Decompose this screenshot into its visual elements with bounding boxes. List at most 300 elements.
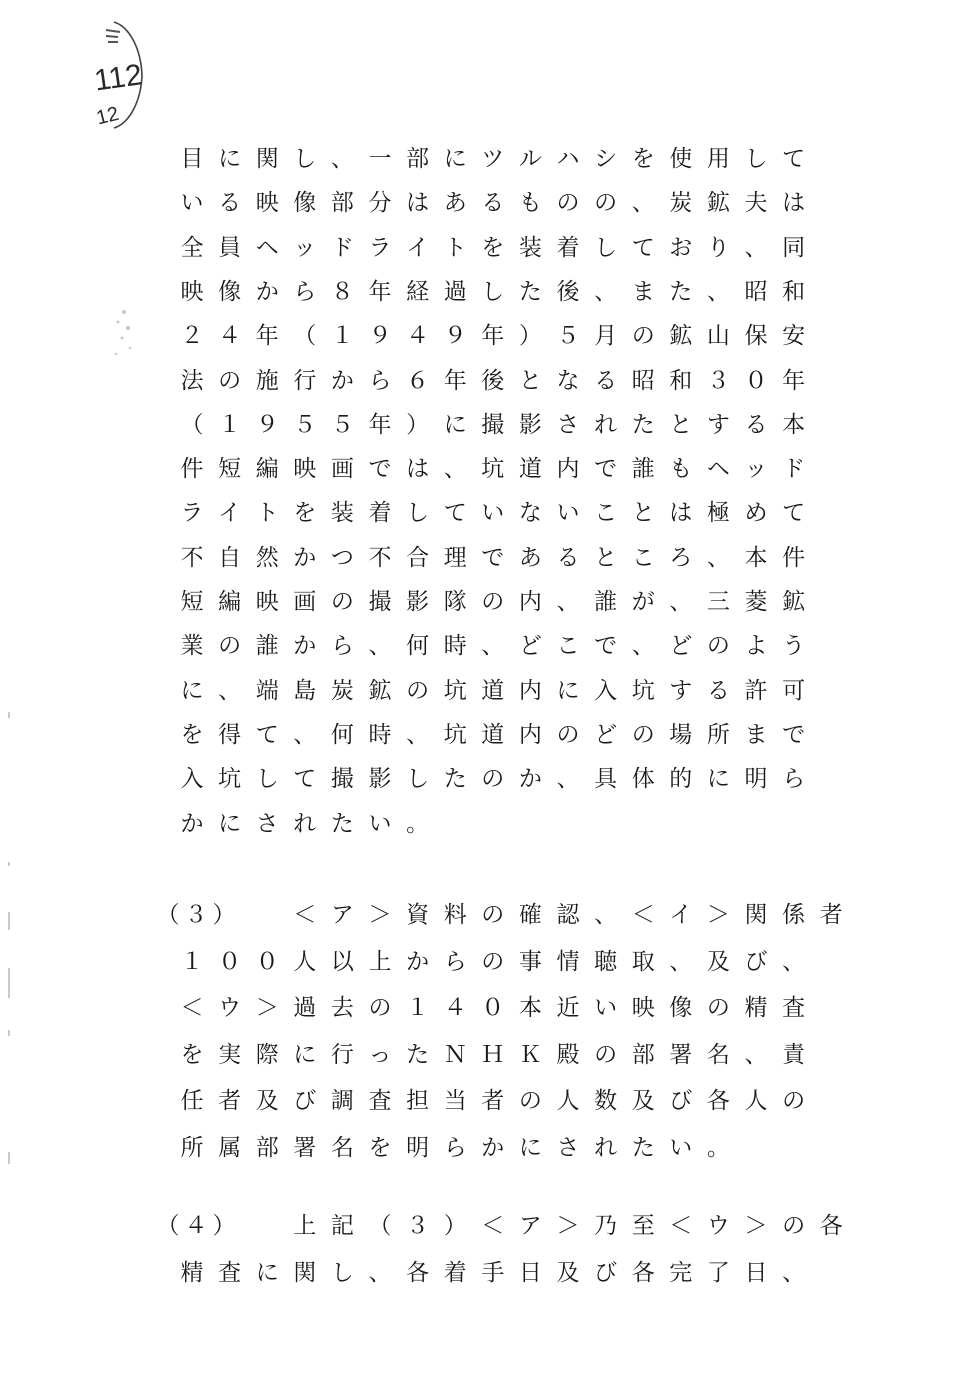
text-char: ９ xyxy=(443,323,467,350)
text-char: 及 xyxy=(255,1088,279,1114)
text-char: 及 xyxy=(631,1088,655,1114)
text-char: 当 xyxy=(443,1088,467,1114)
text-char: い xyxy=(669,1134,693,1161)
text-char: 道 xyxy=(481,677,505,704)
text-char: た xyxy=(631,1134,655,1161)
text-char: ど xyxy=(518,633,542,660)
text-char: 炭 xyxy=(330,677,354,704)
text-char: 、 xyxy=(744,1041,768,1068)
text-char: 影 xyxy=(518,411,542,438)
text-char: Ｎ xyxy=(443,1041,467,1068)
text-char: 安 xyxy=(782,323,806,350)
text-char: の xyxy=(706,995,730,1021)
text-char: に xyxy=(180,677,204,704)
text-char: ４ xyxy=(443,995,467,1021)
text-char: ６ xyxy=(406,367,430,394)
text-char: の xyxy=(706,633,730,660)
text-char: 島 xyxy=(293,677,317,704)
text-char: 坑 xyxy=(631,677,655,704)
text-char: 手 xyxy=(481,1259,505,1286)
text-char: 、 xyxy=(406,721,430,748)
text-char: に xyxy=(293,1041,317,1068)
text-char: 過 xyxy=(293,995,317,1021)
text-char: 実 xyxy=(218,1041,242,1068)
text-char: 及 xyxy=(556,1259,580,1286)
text-char: た xyxy=(518,278,542,305)
text-char: 分 xyxy=(368,190,392,217)
text-char: お xyxy=(669,234,693,261)
text-char: Ｈ xyxy=(481,1041,505,1068)
scan-edge-mark xyxy=(8,712,10,718)
text-char: 端 xyxy=(255,677,279,704)
text-char: 了 xyxy=(706,1259,730,1286)
text-char: 的 xyxy=(669,766,693,793)
text-char: 部 xyxy=(406,146,430,172)
text-char: び xyxy=(293,1088,317,1114)
scan-edge-mark xyxy=(8,1152,10,1164)
text-char: 三 xyxy=(706,589,730,615)
text-char: ら xyxy=(368,367,392,394)
text-char: 精 xyxy=(744,995,768,1021)
text-char: の xyxy=(406,677,430,704)
text-char: し xyxy=(255,766,279,793)
text-char: 不 xyxy=(368,544,392,571)
text-char: し xyxy=(406,500,430,527)
text-char: 取 xyxy=(631,948,655,975)
text-char: の xyxy=(481,948,505,975)
text-char: 年 xyxy=(368,278,392,305)
text-char: 法 xyxy=(180,367,204,394)
text-char: 各 xyxy=(706,1088,730,1114)
text-char: 年 xyxy=(481,323,505,350)
text-char: と xyxy=(669,411,693,438)
text-char: 、 xyxy=(594,278,618,305)
text-char: 年 xyxy=(368,411,392,438)
text-char: 数 xyxy=(594,1088,618,1114)
text-char: ど xyxy=(594,721,618,748)
text-char: 何 xyxy=(406,633,430,660)
text-char: 月 xyxy=(594,323,618,350)
text-char: で xyxy=(594,456,618,483)
text-char: の xyxy=(481,766,505,793)
text-char: 、 xyxy=(669,589,693,615)
text-char: 行 xyxy=(293,367,317,394)
text-char: 各 xyxy=(406,1259,430,1286)
text-char: ） xyxy=(406,411,430,438)
text-char: 坑 xyxy=(218,766,242,793)
text-char: １ xyxy=(218,411,242,438)
text-char: 本 xyxy=(782,411,806,438)
text-char: 坑 xyxy=(481,456,505,483)
text-char: 明 xyxy=(406,1134,430,1161)
text-char: ８ xyxy=(330,278,354,305)
text-char: を xyxy=(180,721,204,748)
text-char: の xyxy=(556,721,580,748)
text-char: 記 xyxy=(330,1213,354,1239)
text-char: さ xyxy=(556,411,580,438)
text-char: 誰 xyxy=(631,456,655,483)
text-char: 後 xyxy=(481,367,505,394)
text-char: る xyxy=(218,190,242,217)
text-char: （ xyxy=(368,1213,392,1239)
text-char: び xyxy=(669,1088,693,1114)
text-char: 装 xyxy=(518,234,542,261)
text-char: ２ xyxy=(180,323,204,350)
text-char: か xyxy=(518,766,542,793)
text-char: ハ xyxy=(556,146,580,172)
text-char: 体 xyxy=(631,766,655,793)
text-char: ら xyxy=(782,766,806,793)
text-char: 、 xyxy=(594,902,618,928)
text-char: び xyxy=(594,1259,618,1286)
text-char: る xyxy=(594,367,618,394)
text-char: 員 xyxy=(218,234,242,261)
text-char: 着 xyxy=(443,1259,467,1286)
text-char: 認 xyxy=(556,902,580,928)
text-char: た xyxy=(330,810,354,837)
text-char: る xyxy=(744,411,768,438)
text-char: ４ xyxy=(218,323,242,350)
text-char: 何 xyxy=(330,721,354,748)
text-char: い xyxy=(180,190,204,217)
text-char: 後 xyxy=(556,278,580,305)
text-char: 坑 xyxy=(443,677,467,704)
text-char: 自 xyxy=(218,544,242,571)
text-char: 装 xyxy=(330,500,354,527)
text-char: 所 xyxy=(180,1134,204,1161)
text-char: ＜ xyxy=(180,995,204,1021)
text-char: 短 xyxy=(218,456,242,483)
text-char: ま xyxy=(631,278,655,305)
text-char: 山 xyxy=(706,323,730,350)
text-char: 、 xyxy=(744,234,768,261)
text-char: イ xyxy=(218,500,242,527)
text-char: 部 xyxy=(330,190,354,217)
text-char: し xyxy=(406,766,430,793)
text-char: １ xyxy=(406,995,430,1021)
text-char: 係 xyxy=(782,902,806,928)
text-char: 菱 xyxy=(744,589,768,615)
text-char: ヘ xyxy=(255,234,279,261)
text-char: 業 xyxy=(180,633,204,660)
text-char: イ xyxy=(669,902,693,928)
text-char: あ xyxy=(518,544,542,571)
text-char: ３ xyxy=(706,367,730,394)
text-char: の xyxy=(330,589,354,615)
text-char: の xyxy=(594,190,618,217)
text-char: 鉱 xyxy=(669,323,693,350)
text-char: し xyxy=(481,278,505,305)
text-char: め xyxy=(744,500,768,527)
text-char: 査 xyxy=(368,1088,392,1114)
text-char: ト xyxy=(443,234,467,261)
text-char: ま xyxy=(744,721,768,748)
text-char: 映 xyxy=(255,190,279,217)
text-char: 画 xyxy=(330,456,354,483)
text-char: ） xyxy=(212,1213,236,1239)
text-char: ４ xyxy=(184,1213,208,1239)
text-char: し xyxy=(293,146,317,172)
text-char: は xyxy=(669,500,693,527)
text-char: 査 xyxy=(782,995,806,1021)
text-char: か xyxy=(293,633,317,660)
text-char: 日 xyxy=(518,1259,542,1286)
text-char: 撮 xyxy=(481,411,505,438)
text-char: 者 xyxy=(481,1088,505,1114)
text-char: 。 xyxy=(406,810,430,837)
text-char: 精 xyxy=(180,1259,204,1286)
text-char: ０ xyxy=(255,948,279,975)
text-char: よ xyxy=(744,633,768,660)
text-char: 、 xyxy=(443,456,467,483)
text-char: 隊 xyxy=(443,589,467,615)
text-char: さ xyxy=(556,1134,580,1161)
text-char: を xyxy=(293,500,317,527)
text-char: 所 xyxy=(706,721,730,748)
text-char: 全 xyxy=(180,234,204,261)
text-char: 過 xyxy=(443,278,467,305)
text-char: 本 xyxy=(518,995,542,1021)
text-char: し xyxy=(330,1259,354,1286)
scan-smudge xyxy=(104,292,144,364)
text-char: 映 xyxy=(255,589,279,615)
text-char: 責 xyxy=(782,1041,806,1068)
text-char: 。 xyxy=(706,1134,730,1161)
text-char: 、 xyxy=(706,278,730,305)
text-char: 夫 xyxy=(744,190,768,217)
text-char: 施 xyxy=(255,367,279,394)
text-char: か xyxy=(180,810,204,837)
text-char: で xyxy=(481,544,505,571)
text-char: い xyxy=(556,500,580,527)
text-char: ） xyxy=(443,1213,467,1239)
text-char: 影 xyxy=(368,766,392,793)
text-char: 、 xyxy=(631,633,655,660)
text-char: 一 xyxy=(368,146,392,172)
text-char: 可 xyxy=(782,677,806,704)
text-char: ５ xyxy=(330,411,354,438)
text-char: ト xyxy=(255,500,279,527)
text-char: 和 xyxy=(669,367,693,394)
scan-edge-mark xyxy=(8,968,10,998)
text-char: こ xyxy=(594,500,618,527)
text-char: ＞ xyxy=(255,995,279,1021)
text-char: 、 xyxy=(631,190,655,217)
text-char: こ xyxy=(631,544,655,571)
text-char: 時 xyxy=(443,633,467,660)
text-char: 映 xyxy=(293,456,317,483)
text-char: 至 xyxy=(631,1213,655,1239)
text-char: て xyxy=(293,766,317,793)
text-char: に xyxy=(518,1134,542,1161)
text-char: 完 xyxy=(669,1259,693,1286)
text-char: ＞ xyxy=(706,902,730,928)
text-char: か xyxy=(406,948,430,975)
text-char: 短 xyxy=(180,589,204,615)
text-char: 用 xyxy=(706,146,730,172)
text-char: 以 xyxy=(330,948,354,975)
text-char: の xyxy=(481,589,505,615)
text-char: れ xyxy=(594,1134,618,1161)
text-char: 関 xyxy=(744,902,768,928)
text-char: ９ xyxy=(255,411,279,438)
text-char: か xyxy=(293,544,317,571)
text-char: 近 xyxy=(556,995,580,1021)
text-char: 道 xyxy=(518,456,542,483)
text-char: に xyxy=(556,677,580,704)
text-char: 着 xyxy=(368,500,392,527)
text-char: と xyxy=(518,367,542,394)
text-char: 明 xyxy=(744,766,768,793)
text-char: ウ xyxy=(706,1213,730,1239)
text-char: 内 xyxy=(556,456,580,483)
text-char: 任 xyxy=(180,1088,204,1114)
text-char: の xyxy=(631,721,655,748)
text-char: に xyxy=(443,146,467,172)
text-char: ラ xyxy=(368,234,392,261)
text-char: 保 xyxy=(744,323,768,350)
text-char: た xyxy=(406,1041,430,1068)
stamp-number-bottom: 12 xyxy=(94,102,122,130)
text-char: 入 xyxy=(180,766,204,793)
text-char: 誰 xyxy=(594,589,618,615)
text-char: な xyxy=(518,500,542,527)
text-char: ０ xyxy=(218,948,242,975)
text-char: 料 xyxy=(443,902,467,928)
text-char: 乃 xyxy=(594,1213,618,1239)
text-char: 像 xyxy=(669,995,693,1021)
text-char: た xyxy=(631,411,655,438)
text-char: （ xyxy=(156,1213,180,1239)
text-char: ら xyxy=(443,948,467,975)
text-char: ツ xyxy=(481,146,505,172)
text-char: う xyxy=(782,633,806,660)
text-char: １ xyxy=(330,323,354,350)
text-char: て xyxy=(255,721,279,748)
text-char: 事 xyxy=(518,948,542,975)
text-char: い xyxy=(481,500,505,527)
text-char: 名 xyxy=(330,1134,354,1161)
text-char: 内 xyxy=(518,677,542,704)
text-char: 関 xyxy=(293,1259,317,1286)
text-char: ラ xyxy=(180,500,204,527)
text-char: 人 xyxy=(744,1088,768,1114)
text-char: ヘ xyxy=(706,456,730,483)
text-char: 際 xyxy=(255,1041,279,1068)
text-char: 名 xyxy=(706,1041,730,1068)
text-char: ９ xyxy=(368,323,392,350)
text-char: ３ xyxy=(184,902,208,928)
text-char: 同 xyxy=(782,234,806,261)
text-char: 、 xyxy=(330,146,354,172)
text-char: が xyxy=(631,589,655,615)
text-char: も xyxy=(518,190,542,217)
text-char: 部 xyxy=(255,1134,279,1161)
text-char: の xyxy=(218,367,242,394)
text-char: ＞ xyxy=(556,1213,580,1239)
text-char: 去 xyxy=(330,995,354,1021)
text-char: 編 xyxy=(218,589,242,615)
text-char: 内 xyxy=(518,589,542,615)
text-char: 使 xyxy=(669,146,693,172)
text-char: の xyxy=(368,995,392,1021)
text-char: は xyxy=(406,190,430,217)
text-char: 合 xyxy=(406,544,430,571)
text-char: に xyxy=(255,1259,279,1286)
receipt-stamp xyxy=(84,16,152,134)
text-char: し xyxy=(744,146,768,172)
text-char: 件 xyxy=(180,456,204,483)
text-char: ッ xyxy=(744,456,768,483)
stamp-number-top: 112 xyxy=(92,58,145,98)
text-char: 、 xyxy=(782,1259,806,1286)
text-char: ら xyxy=(293,278,317,305)
text-char: で xyxy=(594,633,618,660)
text-char: 炭 xyxy=(669,190,693,217)
text-char: （ xyxy=(293,323,317,350)
text-char: れ xyxy=(594,411,618,438)
text-char: 鉱 xyxy=(782,589,806,615)
text-char: 、 xyxy=(368,633,392,660)
text-char: の xyxy=(518,1088,542,1114)
scan-edge-mark xyxy=(8,862,10,866)
text-char: 署 xyxy=(669,1041,693,1068)
text-char: 編 xyxy=(255,456,279,483)
text-char: ＜ xyxy=(481,1213,505,1239)
text-char: 、 xyxy=(556,766,580,793)
text-char: 人 xyxy=(293,948,317,975)
text-char: っ xyxy=(368,1041,392,1068)
text-char: れ xyxy=(293,810,317,837)
text-char: 行 xyxy=(330,1041,354,1068)
text-char: い xyxy=(368,810,392,837)
text-char: 日 xyxy=(744,1259,768,1286)
text-char: 聴 xyxy=(594,948,618,975)
text-char: ア xyxy=(518,1213,542,1239)
text-char: ５ xyxy=(293,411,317,438)
text-char: 部 xyxy=(631,1041,655,1068)
text-char: は xyxy=(782,190,806,217)
text-char: を xyxy=(180,1041,204,1068)
text-char: た xyxy=(669,278,693,305)
text-char: 担 xyxy=(406,1088,430,1114)
text-char: イ xyxy=(406,234,430,261)
text-char: て xyxy=(443,500,467,527)
text-char: る xyxy=(706,677,730,704)
text-char: 坑 xyxy=(443,721,467,748)
text-char: ＜ xyxy=(293,902,317,928)
text-char: ど xyxy=(669,633,693,660)
text-char: 撮 xyxy=(368,589,392,615)
text-char: さ xyxy=(255,810,279,837)
text-char: ４ xyxy=(406,323,430,350)
text-char: の xyxy=(782,1088,806,1114)
text-char: で xyxy=(782,721,806,748)
text-char: で xyxy=(368,456,392,483)
text-char: 属 xyxy=(218,1134,242,1161)
text-char: ウ xyxy=(218,995,242,1021)
text-char: 上 xyxy=(293,1213,317,1239)
text-char: 鉱 xyxy=(368,677,392,704)
text-char: 影 xyxy=(406,589,430,615)
text-char: 、 xyxy=(481,633,505,660)
text-char: 得 xyxy=(218,721,242,748)
text-char: ら xyxy=(443,1134,467,1161)
text-char: シ xyxy=(594,146,618,172)
text-char: 場 xyxy=(669,721,693,748)
text-char: 者 xyxy=(218,1088,242,1114)
text-char: し xyxy=(594,234,618,261)
